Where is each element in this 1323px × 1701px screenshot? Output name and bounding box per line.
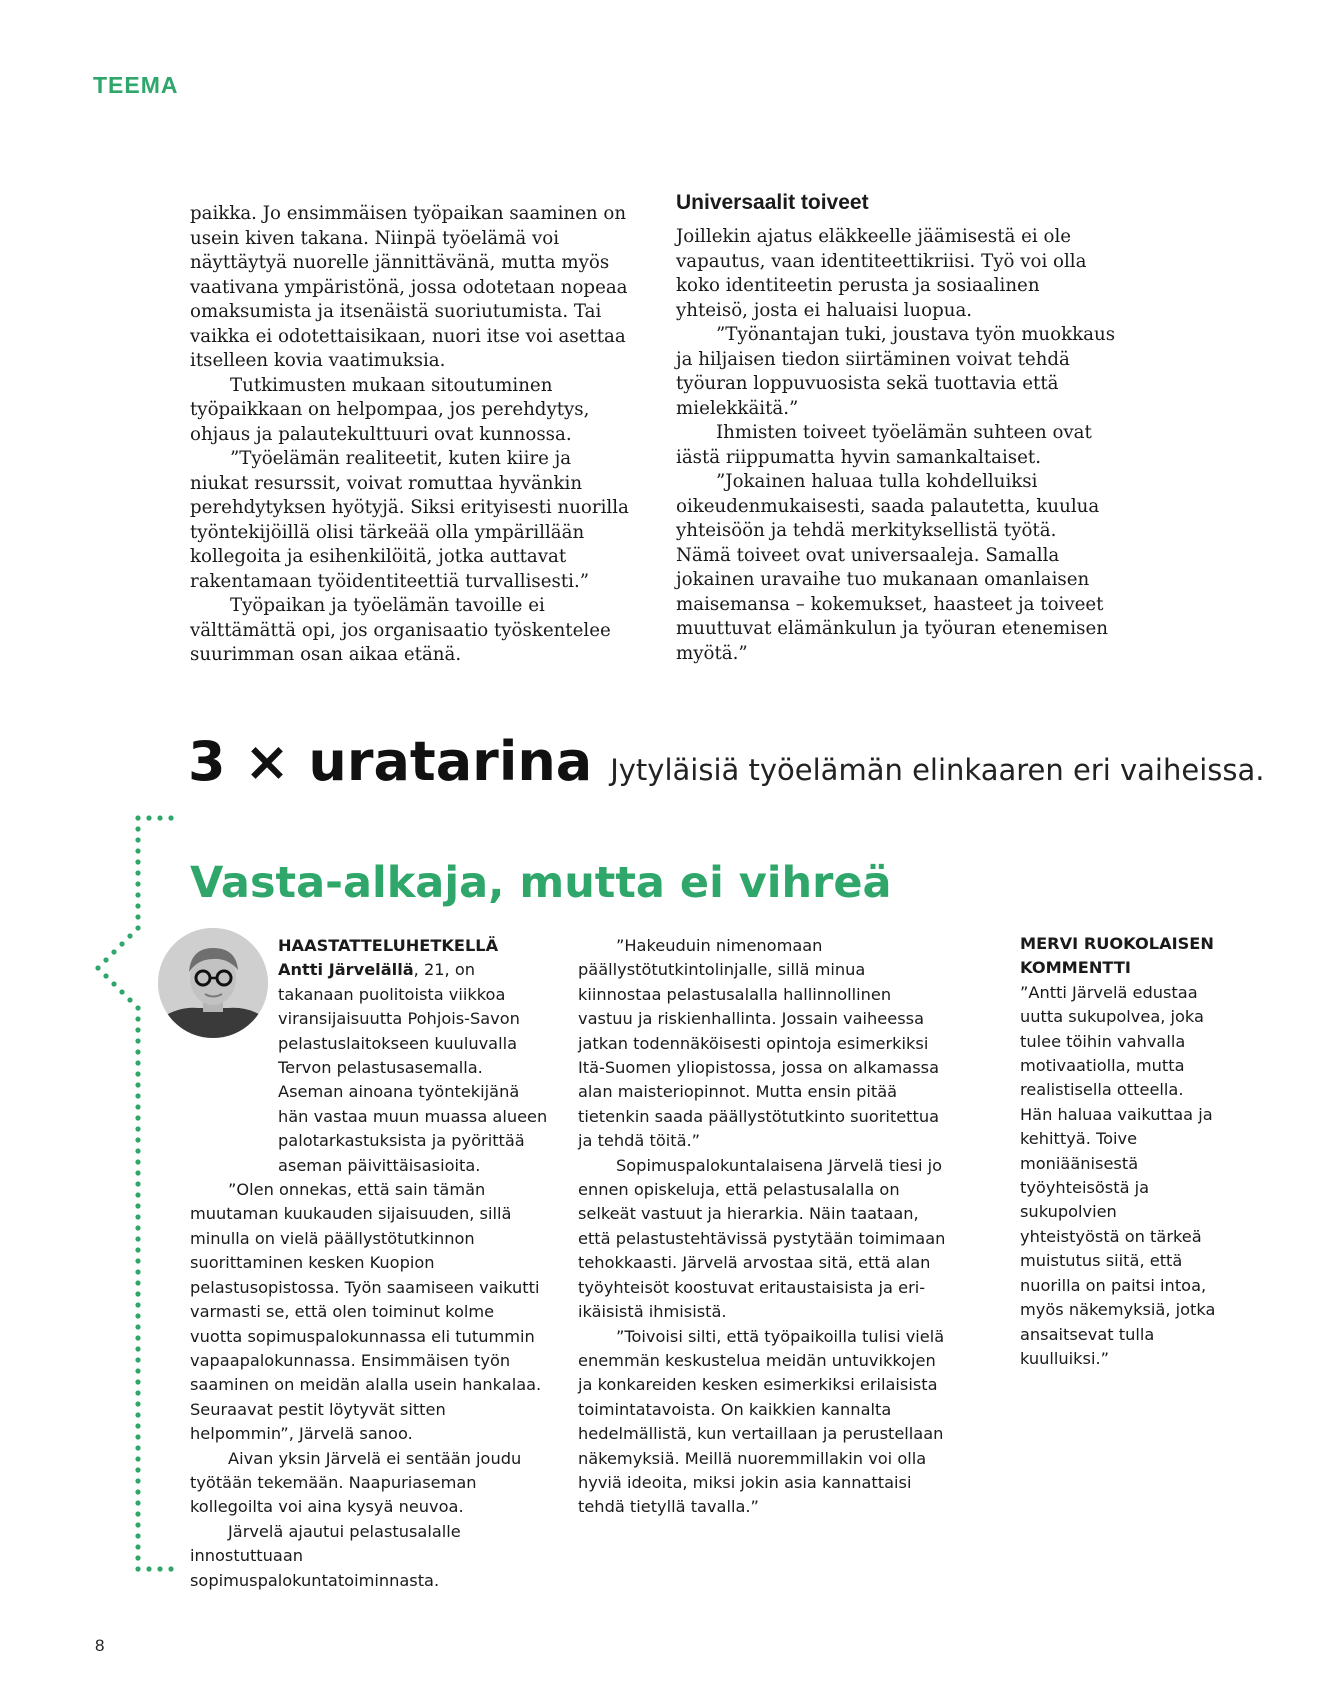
article-column-1 (190, 202, 630, 668)
paragraph: Järvelä ajautui pelastusalalle innostuttuaan sopimuspalokuntatoiminnasta. (190, 1521, 461, 1590)
paragraph: ”Jokainen haluaa tulla kohdelluiksi oikeudenmukaisesti, saada palautetta, kuulua yhteisöön ja tehdä merkityksellistä työtä. Nämä toiveet ovat universaaleja. Samalla jokainen uravaihe tuo mukanaan omanlaisen maisemansa – kokemukset, haasteet ja toiveet muuttuvat elämänkulun ja työuran etenemisen myötä.” (676, 471, 1108, 664)
story-column-2 (578, 934, 950, 1520)
dotted-bracket-icon (0, 0, 200, 1701)
paragraph: Ihmisten toiveet työelämän suhteen ovat iästä riippumatta hyvin samankaltaiset. (676, 422, 1092, 468)
lead-paragraph-body (190, 958, 550, 1178)
lead-paragraph (190, 934, 550, 958)
comment-text: ”Antti Järvelä edustaa uutta sukupolvea, joka tulee töihin vahvalla motivaatiolla, mutta realistisella otteella. Hän haluaa vaikuttaa ja kehittyä. Toive moniäänisestä työyhteisöstä ja sukupolvien yhteistyöstä on tärkeä muistutus siitä, että nuorilla on paitsi intoa, myös näkemyksiä, jotka ansaitsevat tulla kuulluiksi.” (1020, 982, 1216, 1368)
paragraph: ”Toivoisi silti, että työpaikoilla tulisi vielä enemmän keskustelua meidän untuvikkojen ja konkareiden kesken esimerkiksi erilaisista toimintatavoista. On kaikkien kannalta hedelmällistä, kun vertaillaan ja perustellaan näkemyksiä. Meillä nuoremmillakin voi olla hyviä ideoita, miksi jokin asia kannattaisi tehdä tietyllä tavalla.” (578, 1326, 945, 1517)
subheading: Universaalit toiveet (676, 191, 869, 214)
article-column-2 (676, 190, 1116, 666)
paragraph: Sopimuspalokuntalaisena Järvelä tiesi jo ennen opiskeluja, että pelastusalalla on selkeät vastuut ja hierarkia. Näin taataan, että pelastustehtävissä pystytään toimimaan tehokkaasti. Järvelä arvostaa sitä, että alan työyhteisöt koostuvat eritaustaisista ja eri-ikäisistä ihmisistä. (578, 1155, 946, 1322)
paragraph: paikka. Jo ensimmäisen työpaikan saaminen on usein kiven takana. Niinpä työelämä voi näyttäytyä nuorelle jännittävänä, mutta myös vaativana ympäristönä, jossa odotetaan nopeaa omaksumista ja itsenäistä suoriutumista. Tai vaikka ei odotettaisikaan, nuori itse voi asettaa itselleen kovia vaatimuksia. (190, 203, 628, 371)
feature-subtitle: Jytyläisiä työelämän elinkaaren eri vaiheissa. (610, 753, 1265, 787)
lead-name: Antti Järvelällä (278, 960, 414, 980)
lead-text: , 21, on takanaan puolitoista viikkoa viransijaisuutta Pohjois-Savon pelastuslaitokseen kuuluvalla Tervon pelastusasemalla. Aseman ainoana työntekijänä hän vastaa muun muassa alueen palotarkastuksista ja pyörittää aseman päivittäisasioita. (278, 960, 548, 1175)
paragraph: ”Olen onnekas, että sain tämän muutaman kuukauden sijaisuuden, sillä minulla on vielä päällystötutkinnon suorittaminen kesken Kuopion pelastusopistossa. Työn saamiseen vaikutti varmasti se, että olen toiminut kolme vuotta sopimuspalokunnassa eli tutummin vapaapalokunnassa. Ensimmäisen työn saaminen on meidän alalla usein hankalaa. Seuraavat pestit löytyvät sitten helpommin”, Järvelä sanoo. (190, 1180, 542, 1444)
paragraph: Työpaikan ja työelämän tavoille ei välttämättä opi, jos organisaatio työskentelee suurimman osan aikaa etänä. (190, 595, 611, 665)
paragraph: Joillekin ajatus eläkkeelle jäämisestä ei ole vapautus, vaan identiteettikriisi. Työ voi olla koko identiteetin perusta ja sosiaalinen yhteisö, josta ei haluaisi luopua. (676, 226, 1087, 321)
feature-title: 3 × uratarina (188, 730, 593, 793)
paragraph: Aivan yksin Järvelä ei sentään joudu työtään tekemään. Naapuriaseman kollegoilta voi aina kysyä neuvoa. (190, 1448, 522, 1517)
story-title: Vasta-alkaja, mutta ei vihreä (190, 858, 892, 908)
feature-heading (188, 730, 1264, 793)
lead-caps: HAASTATTELUHETKELLÄ (278, 936, 499, 955)
paragraph: ”Hakeuduin nimenomaan päällystötutkintolinjalle, sillä minua kiinnostaa pelastusalalla hallinnollinen vastuu ja riskienhallinta. Jossain vaiheessa jatkan todennäköisesti opintoja esimerkiksi Itä-Suomen yliopistossa, jossa on alkamassa alan maisteriopinnot. Mutta ensin pitää tietenkin saada päällystötutkinto suoritettua ja tehdä töitä.” (578, 936, 940, 1151)
comment-box (1020, 932, 1220, 1371)
paragraph: Tutkimusten mukaan sitoutuminen työpaikkaan on helpompaa, jos perehdytys, ohjaus ja palautekulttuuri ovat kunnossa. (190, 374, 590, 445)
comment-heading: MERVI RUOKOLAISEN KOMMENTTI (1020, 934, 1214, 978)
paragraph: ”Työnantajan tuki, joustava työn muokkaus ja hiljaisen tiedon siirtäminen voivat tehdä työuran loppuvuosista sekä tuottavia että mielekkäitä.” (676, 324, 1116, 419)
story-column-1 (190, 934, 550, 1593)
paragraph: ”Työelämän realiteetit, kuten kiire ja niukat resurssit, voivat romuttaa hyvänkin perehdytyksen hyötyjä. Siksi erityisesti nuorilla työntekijöillä olisi tärkeää olla ympärillään kollegoita ja esihenkilöitä, jotka auttavat rakentamaan työidentiteettiä turvallisesti.” (190, 448, 629, 592)
section-label: TEEMA (93, 72, 179, 98)
page-number: 8 (95, 1636, 105, 1655)
